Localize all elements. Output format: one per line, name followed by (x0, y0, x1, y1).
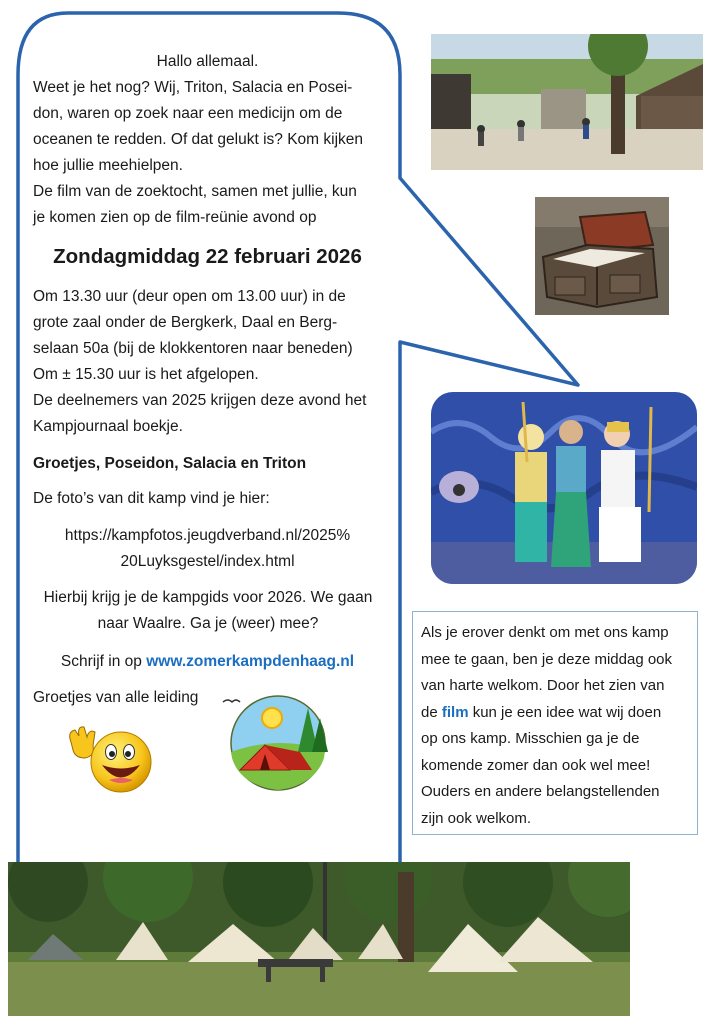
url-line: 20Luyksgestel/index.html (120, 553, 295, 570)
text-line: selaan 50a (bij de klokkentoren naar beneden) (33, 340, 353, 357)
camping-tent-logo (220, 690, 335, 795)
text-line: Kampjournaal boekje. (33, 418, 183, 435)
signoff: Groetjes, Poseidon, Salacia en Triton (33, 455, 307, 472)
url-line: https://kampfotos.jeugdverband.nl/2025% (64, 527, 351, 544)
date-heading: Zondagmiddag 22 februari 2026 (53, 245, 362, 268)
text-line (421, 700, 689, 727)
text-line: Hierbij krijg je de kampgids voor 2026. We gaan (43, 589, 373, 606)
text-fragment: de (421, 703, 442, 721)
campsite-tents-photo (8, 862, 630, 1016)
camp-buildings-photo (431, 34, 703, 170)
text-line: Om 13.30 uur (deur open om 13.00 uur) in de (33, 288, 346, 305)
treasure-chest-photo (535, 197, 669, 315)
text-line: don, waren op zoek naar een medicijn om de (33, 105, 343, 122)
film-link[interactable]: film (441, 703, 469, 721)
photos-link[interactable] (25, 523, 390, 575)
text-line: Weet je het nog? Wij, Triton, Salacia en Posei- (33, 79, 353, 96)
text-line: zijn ook welkom. (421, 809, 532, 827)
text-line: op ons kamp. Misschien ga je de (421, 730, 640, 747)
text-line: Ouders en andere belangstellenden (421, 783, 660, 800)
intro-paragraph (33, 75, 393, 231)
leaders-signoff: Groetjes van alle leiding (33, 689, 199, 706)
text-line: grote zaal onder de Bergkerk, Daal en Berg- (33, 314, 338, 331)
text-line: oceanen te redden. Of dat gelukt is? Kom kijken (33, 131, 364, 148)
text-line: komende zomer dan ook wel mee! (421, 756, 651, 774)
waving-smiley-icon (65, 724, 160, 794)
photos-intro: De foto’s van dit kamp vind je hier: (33, 490, 270, 507)
text-fragment: kun je een idee wat wij doen (468, 703, 662, 721)
signup-link[interactable]: www.zomerkampdenhaag.nl (146, 653, 355, 670)
text-line: De film van de zoektocht, samen met jullie, kun (33, 183, 357, 200)
text-line: mee te gaan, ben je deze middag ook (421, 650, 673, 668)
text-line: je komen zien op de film-reünie avond op (33, 209, 317, 226)
guide-paragraph (22, 585, 394, 637)
location-paragraph (33, 284, 395, 440)
text-line: hoe jullie meehielpen. (33, 157, 183, 174)
text-line: naar Waalre. Ga je (weer) mee? (97, 615, 319, 632)
signup-prefix: Schrijf in op (60, 653, 147, 670)
text-line: Als je erover denkt om met ons kamp (421, 624, 669, 641)
text-line: van harte welkom. Door het zien van (421, 677, 665, 694)
signup-line (25, 649, 390, 675)
text-line: Om ± 15.30 uur is het afgelopen. (33, 366, 259, 383)
text-line: De deelnemers van 2025 krijgen deze avond het (33, 392, 367, 409)
greeting: Hallo allemaal. (156, 53, 259, 70)
info-box (412, 611, 698, 835)
poseidon-costume-photo (431, 392, 697, 584)
